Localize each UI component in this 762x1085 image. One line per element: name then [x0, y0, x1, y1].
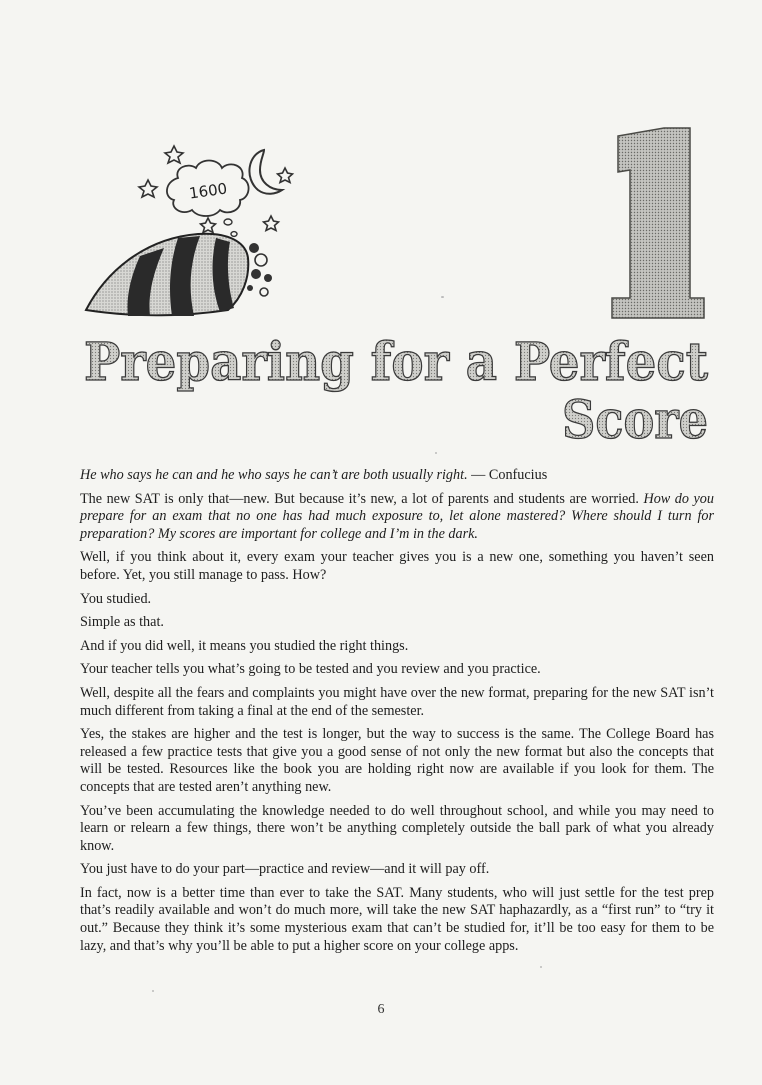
title-line-1: Preparing for a Perfect: [84, 332, 708, 393]
title-line-2: Score: [562, 390, 708, 451]
star-icon: [201, 218, 216, 233]
paragraph-italic-text: How do you prepare for an exam that no one has had much exposure to, let alone mastered? Where should I turn for preparation? My scores are important for college and I’m in the dark.: [80, 490, 714, 542]
chapter-number: [606, 118, 706, 328]
epigraph-quote: He who says he can and he who says he can’t are both usually right.: [80, 467, 468, 483]
paragraph: [80, 491, 714, 544]
star-icon: [264, 216, 279, 231]
page-number: 6: [377, 1002, 385, 1017]
chapter-body: [80, 467, 714, 961]
epigraph: [80, 467, 714, 485]
chapter-title: [82, 324, 712, 454]
paragraph: You just have to do your part—practice and review—and it will pay off.: [80, 861, 490, 878]
paragraph: Well, despite all the fears and complaints you might have over the new format, preparing for the new SAT isn’t much different from taking a final at the end of the semester.: [80, 684, 714, 719]
paragraph: In fact, now is a better time than ever to take the SAT. Many students, who will just settle for the test prep that’s readily available and won’t do much more, will take the new SAT haphazardly, as a “first run” to “try it out.” Because they think it’s some mysterious exam that can’t be studied for, it’ll be too easy for them to be lazy, and that’s why you’ll be able to put a higher score on your college apps.: [80, 884, 714, 954]
paragraph: You’ve been accumulating the knowledge needed to do well throughout school, and while you may need to learn or relearn a few things, there won’t be anything completely outside the ball park of what you already know.: [80, 802, 714, 854]
paragraph: Your teacher tells you what’s going to be tested and you review and you practice.: [80, 661, 541, 678]
paragraph: Yes, the stakes are higher and the test is longer, but the way to success is the same. The College Board has released a few practice tests that give you a good sense of not only the new format but also the concepts that will be tested. Resources like the book you are holding right now are available if you look for them. The concepts that are tested aren’t anything new.: [80, 726, 714, 795]
star-icon: [165, 146, 183, 163]
epigraph-attribution: — Confucius: [467, 467, 548, 483]
chapter-number-text: 1: [655, 318, 657, 319]
scan-speck: [435, 452, 437, 454]
paragraph: You studied.: [80, 590, 152, 607]
scan-speck: [540, 966, 542, 968]
paragraph: Simple as that.: [80, 614, 164, 631]
star-icon: [278, 168, 293, 183]
sleeping-cap-icon: [86, 234, 272, 316]
scan-speck: [441, 296, 444, 298]
paragraph: Well, if you think about it, every exam your teacher gives you is a new one, something you haven’t seen before. Yet, you still manage to pass. How?: [80, 549, 714, 583]
scan-speck: [152, 990, 154, 992]
star-icon: [139, 180, 157, 197]
moon-icon: [249, 150, 282, 194]
sleeping-cap-dream-illustration: [78, 138, 308, 328]
paragraph: And if you did well, it means you studied the right things.: [80, 637, 409, 654]
bubble-score-text: 1600: [187, 179, 229, 203]
paragraph-text: The new SAT is only that—new. But because it’s new, a lot of parents and students are worried.: [80, 490, 644, 507]
